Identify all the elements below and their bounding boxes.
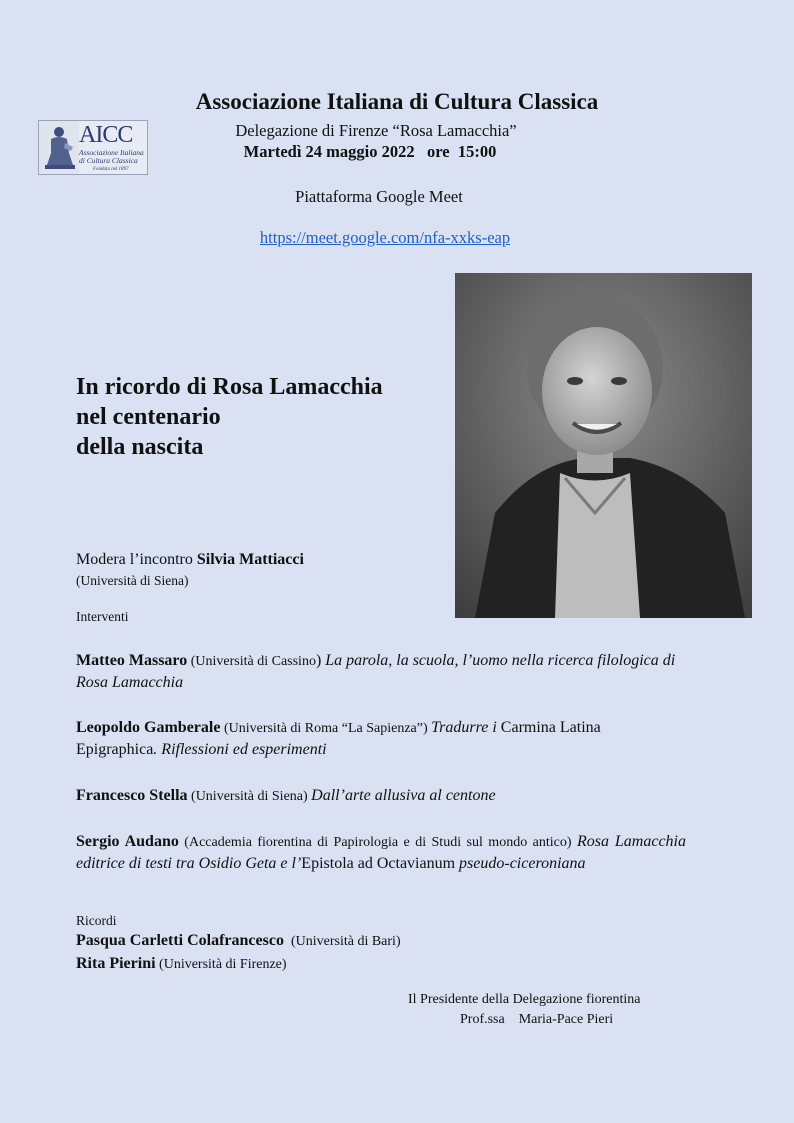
speaker-name: Matteo Massaro [76, 652, 188, 669]
organization-title: Associazione Italiana di Cultura Classica [195, 89, 599, 114]
speaker-affiliation: (Università di Firenze) [155, 957, 287, 972]
president-name: Prof.ssa Maria-Pace Pieri [460, 1012, 614, 1027]
portrait-photo [455, 273, 752, 618]
speaker-name: Pasqua Carletti Colafrancesco [76, 932, 284, 949]
moderator-line [76, 551, 304, 569]
seated-figure-icon [39, 121, 79, 174]
ricordi-label: Ricordi [76, 913, 117, 928]
talk-title: Dall’arte allusiva al centone [311, 787, 496, 804]
talk-item [76, 785, 686, 807]
speaker-affiliation: (Università di Bari) [283, 934, 401, 949]
president-title: Il Presidente della Delegazione fiorentina [408, 992, 641, 1007]
talk-item [76, 650, 686, 693]
title-line: nel centenario [76, 404, 221, 430]
logo-text-line: Associazione Italiana [79, 148, 144, 157]
speaker-name: Leopoldo Gamberale [76, 719, 221, 736]
talk-item [76, 831, 686, 874]
event-title [76, 372, 383, 462]
logo-text-line: Fondata nel 1897 [93, 167, 129, 172]
talk-title: Rosa Lamacchia editrice di testi tra Osidio Geta e l’ [76, 833, 686, 872]
affiliation-close: ) [315, 652, 326, 669]
speaker-name: Francesco Stella [76, 787, 188, 804]
speaker-affiliation: (Università di Roma “La Sapienza”) [220, 721, 432, 736]
meet-link[interactable]: https://meet.google.com/nfa-xxks-eap [259, 228, 511, 247]
moderator-prefix: Modera l’incontro [76, 551, 197, 568]
talk-title-work: Carmina Latina Epigraphica [76, 719, 601, 758]
ricordo-item [76, 955, 287, 973]
ricordo-item [76, 932, 401, 950]
talk-title: La parola, la scuola, l’uomo nella ricerca filologica di Rosa Lamacchia [76, 652, 676, 691]
talk-item [76, 717, 686, 760]
talk-title: pseudo-ciceroniana [455, 855, 586, 872]
delegation-subtitle: Delegazione di Firenze “Rosa Lamacchia” [235, 121, 517, 140]
title-line: In ricordo di Rosa Lamacchia [76, 374, 383, 400]
moderator-affiliation: (Università di Siena) [76, 573, 189, 588]
event-date: Martedì 24 maggio 2022 ore 15:00 [243, 142, 497, 161]
speaker-name: Sergio Audano [76, 833, 179, 850]
interventi-label: Interventi [76, 609, 129, 624]
talk-title: Tradurre i [431, 719, 501, 736]
speaker-affiliation: (Università di Cassino [187, 654, 316, 669]
logo-acronym: AICC [79, 122, 133, 148]
platform-label: Piattaforma Google Meet [295, 187, 463, 206]
talk-title: . Riflessioni ed esperimenti [153, 741, 327, 758]
talk-title-work: Epistola ad Octavianum [301, 855, 456, 872]
moderator-name: Silvia Mattiacci [196, 551, 304, 568]
title-line: della nascita [76, 434, 204, 460]
logo-text-line: di Cultura Classica [79, 156, 138, 165]
speaker-affiliation: (Accademia fiorentina di Papirologia e di Studi sul mondo antico) [178, 835, 577, 850]
speaker-affiliation: (Università di Siena) [187, 789, 312, 804]
aicc-logo [38, 120, 148, 175]
speaker-name: Rita Pierini [76, 955, 156, 972]
